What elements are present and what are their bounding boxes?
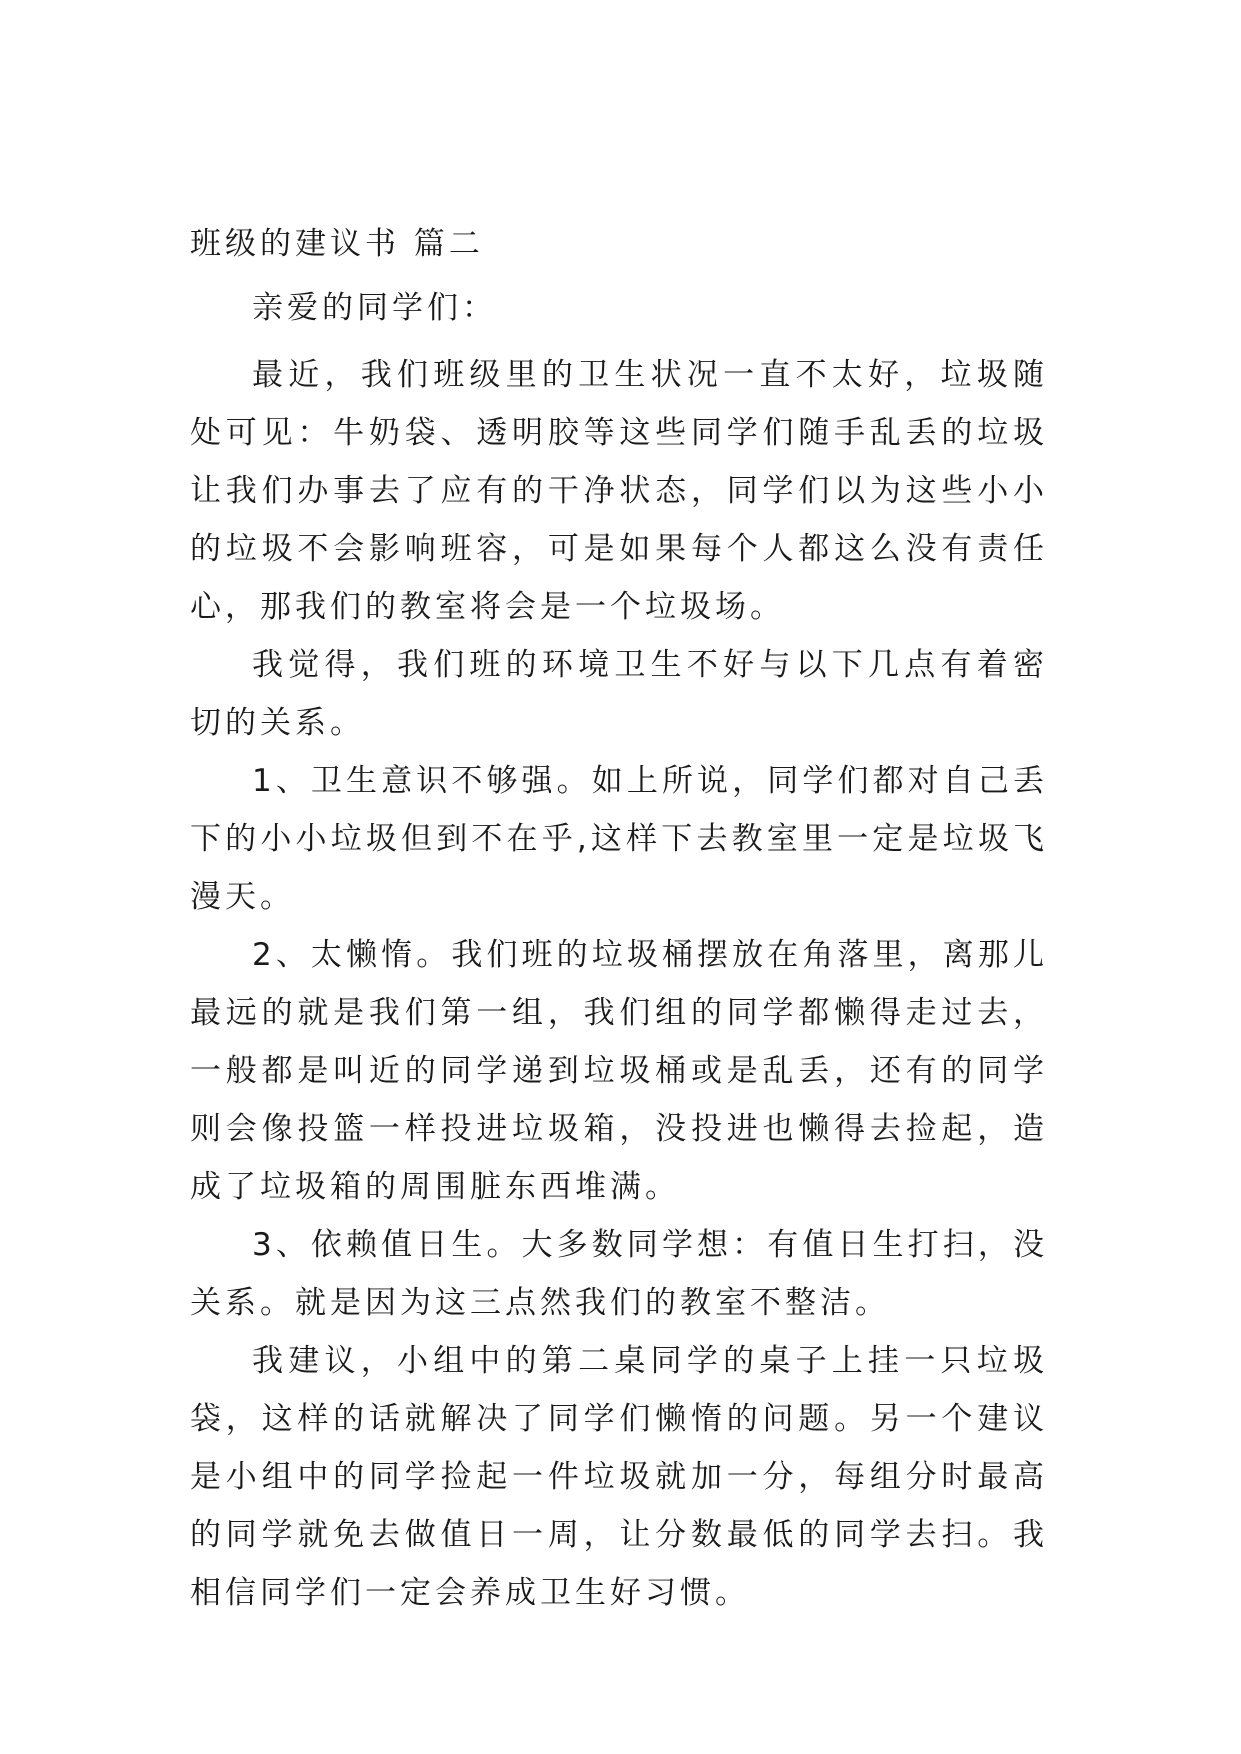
salutation: 亲爱的同学们：	[252, 290, 497, 326]
paragraph: 我建议，小组中的第二桌同学的桌子上挂一只垃圾袋，这样的话就解决了同学们懒惰的问题。另一个建议是小组中的同学捡起一件垃圾就加一分，每组分时最高的同学就免去做值日一周，让分数最低的同学去扫。我相信同学们一定会养成卫生好习惯。	[190, 1343, 1048, 1611]
document-body	[190, 222, 1048, 1622]
paragraph: 我觉得，我们班的环境卫生不好与以下几点有着密切的关系。	[190, 647, 1048, 741]
paragraph: 1、卫生意识不够强。如上所说，同学们都对自己丢下的小小垃圾但到不在乎,这样下去教室里一定是垃圾飞漫天。	[190, 763, 1048, 915]
paragraph: 2、太懒惰。我们班的垃圾桶摆放在角落里，离那儿最远的就是我们第一组，我们组的同学都懒得走过去，一般都是叫近的同学递到垃圾桶或是乱丢，还有的同学则会像投篮一样投进垃圾箱，没投进也懒得去捡起，造成了垃圾箱的周围脏东西堆满。	[190, 937, 1048, 1205]
paragraph: 最近，我们班级里的卫生状况一直不太好，垃圾随处可见：牛奶袋、透明胶等这些同学们随手乱丢的垃圾让我们办事去了应有的干净状态，同学们以为这些小小的垃圾不会影响班容，可是如果每个人都这么没有责任心，那我们的教室将会是一个垃圾场。	[190, 357, 1048, 625]
paragraph: 3、依赖值日生。大多数同学想：有值日生打扫，没关系。就是因为这三点然我们的教室不整洁。	[190, 1227, 1048, 1321]
document-title: 班级的建议书 篇二	[190, 226, 484, 262]
